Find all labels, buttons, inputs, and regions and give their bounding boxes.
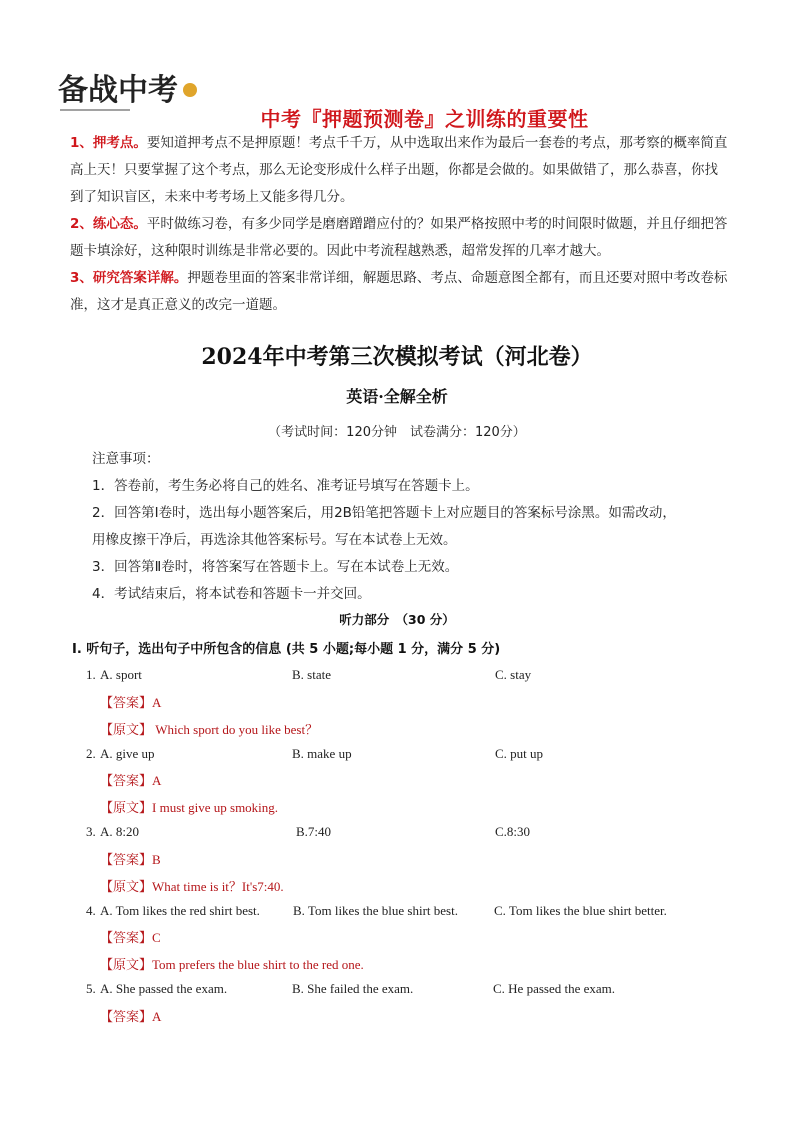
option-a: A. Tom likes the red shirt best. bbox=[100, 903, 260, 918]
original-line bbox=[100, 954, 364, 973]
question-number: 2. bbox=[86, 746, 96, 761]
tips-list bbox=[70, 130, 730, 319]
exam-info: （考试时间：120分钟 试卷满分：120分） bbox=[268, 425, 526, 440]
tip-item bbox=[70, 130, 730, 211]
answer-line bbox=[100, 692, 161, 711]
option-b: B. Tom likes the blue shirt best. bbox=[293, 903, 458, 918]
tip-text: 要知道押考点不是押原题！考点千千万，从中选取出来作为最后一套卷的考点，那考察的概率简直高上天！只要掌握了这个考点，那么无论变形成什么样子出题，你都是会做的。如果做错了，那么恭喜，你找到了知识盲区，未来中考考场上又能多得几分。 bbox=[70, 135, 728, 205]
tip-text: 押题卷里面的答案非常详细，解题思路、考点、命题意图全都有，而且还要对照中考改卷标准，这才是真正意义的改完一道题。 bbox=[70, 270, 728, 313]
option-a: A. 8:20 bbox=[100, 824, 139, 839]
original-line bbox=[100, 719, 318, 738]
option-c: C. put up bbox=[495, 746, 544, 761]
exam-subtitle: 英语·全解全析 bbox=[346, 387, 448, 406]
original-line bbox=[100, 797, 278, 816]
logo-text: 备战中考 bbox=[58, 73, 178, 108]
original-text: Which sport do you like best？ bbox=[152, 722, 319, 737]
option-c: C. He passed the exam. bbox=[493, 981, 616, 996]
question-number: 1. bbox=[86, 667, 96, 682]
answer-line bbox=[100, 1006, 161, 1025]
answer-value: A bbox=[152, 695, 162, 710]
notes bbox=[92, 446, 732, 608]
original-label: 【原文】 bbox=[100, 723, 153, 738]
answer-label: 【答案】 bbox=[100, 931, 153, 946]
answer-line bbox=[100, 770, 161, 789]
note-item: 1．答卷前，考生务必将自己的姓名、准考证号填写在答题卡上。 bbox=[92, 478, 479, 494]
original-label: 【原文】 bbox=[100, 801, 153, 816]
tip-label: 3、研究答案详解。 bbox=[70, 270, 188, 286]
answer-label: 【答案】 bbox=[100, 774, 153, 789]
original-line bbox=[100, 876, 284, 895]
exam-title: 2024年中考第三次模拟考试（河北卷） bbox=[201, 344, 593, 370]
note-item: 2．回答第Ⅰ卷时，选出每小题答案后，用2B铅笔把答题卡上对应题目的答案标号涂黑。如需改动， bbox=[92, 505, 676, 521]
original-label: 【原文】 bbox=[100, 880, 153, 895]
answer-label: 【答案】 bbox=[100, 853, 153, 868]
answer-value: C bbox=[152, 930, 161, 945]
note-item: 4．考试结束后，将本试卷和答题卡一并交回。 bbox=[92, 586, 371, 602]
tip-item bbox=[70, 265, 730, 319]
option-c: C. Tom likes the blue shirt better. bbox=[494, 903, 667, 918]
notes-heading: 注意事项： bbox=[92, 451, 160, 467]
tip-label: 2、练心态。 bbox=[70, 216, 147, 232]
answer-label: 【答案】 bbox=[100, 696, 153, 711]
tip-label: 1、押考点。 bbox=[70, 135, 147, 151]
option-b: B. make up bbox=[292, 746, 352, 761]
option-b: B. She failed the exam. bbox=[292, 981, 414, 996]
question-number: 3. bbox=[86, 824, 96, 839]
tip-item bbox=[70, 211, 730, 265]
question-number: 4. bbox=[86, 903, 96, 918]
original-text: Tom prefers the blue shirt to the red one. bbox=[152, 957, 364, 972]
answer-label: 【答案】 bbox=[100, 1010, 153, 1025]
option-a: A. sport bbox=[100, 667, 142, 682]
original-text: I must give up smoking. bbox=[152, 800, 279, 815]
answer-value: A bbox=[152, 773, 162, 788]
banner-title: 中考『押题预测卷』之训练的重要性 bbox=[260, 107, 589, 131]
note-item: 3．回答第Ⅱ卷时，将答案写在答题卡上。写在本试卷上无效。 bbox=[92, 559, 459, 575]
option-a: A. give up bbox=[100, 746, 155, 761]
answer-line bbox=[100, 849, 161, 868]
tip-text: 平时做练习卷，有多少同学是磨磨蹭蹭应付的？如果严格按照中考的时间限时做题，并且仔细把答题卡填涂好，这种限时训练是非常必要的。因此中考流程越熟悉，超常发挥的几率才越大。 bbox=[70, 216, 728, 259]
option-b: B.7:40 bbox=[296, 824, 332, 839]
option-a: A. She passed the exam. bbox=[100, 981, 228, 996]
original-text: What time is it？It's7:40. bbox=[152, 879, 284, 894]
answer-line bbox=[100, 927, 161, 946]
part-title: I. 听句子，选出句子中所包含的信息 (共 5 小题;每小题 1 分，满分 5 分) bbox=[72, 642, 501, 657]
answer-value: B bbox=[152, 852, 161, 867]
option-b: B. state bbox=[292, 667, 331, 682]
option-c: C.8:30 bbox=[495, 824, 531, 839]
answer-value: A bbox=[152, 1009, 162, 1024]
option-c: C. stay bbox=[495, 667, 532, 682]
section-head: 听力部分 （30 分） bbox=[339, 612, 455, 627]
question-number: 5. bbox=[86, 981, 96, 996]
note-item: 用橡皮擦干净后，再选涂其他答案标号。写在本试卷上无效。 bbox=[92, 532, 457, 548]
original-label: 【原文】 bbox=[100, 958, 153, 973]
